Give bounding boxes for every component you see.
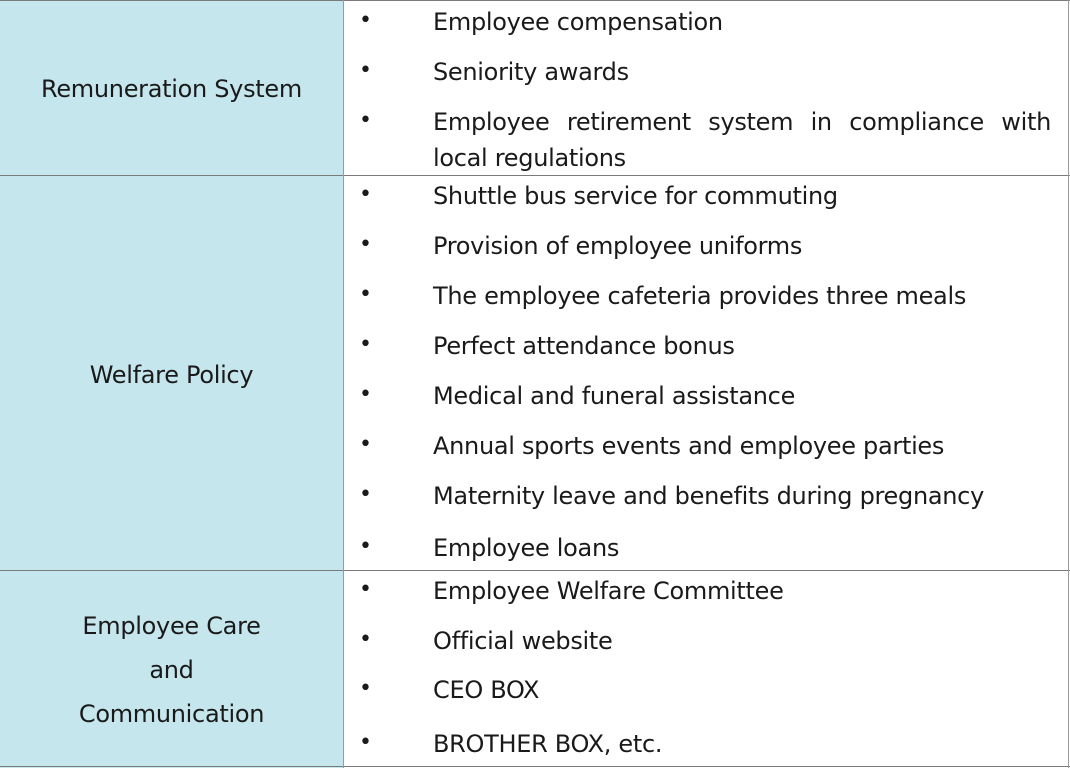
category-label: Remuneration System bbox=[41, 75, 302, 103]
category-cell bbox=[0, 176, 343, 570]
category-label: and bbox=[149, 656, 194, 684]
bullet-icon: • bbox=[359, 58, 372, 83]
bullet-icon: • bbox=[359, 332, 372, 357]
table-border-bottom bbox=[0, 766, 1070, 767]
bullet-icon: • bbox=[359, 627, 372, 652]
item-text: Annual sports events and employee parties bbox=[433, 432, 945, 460]
bullet-icon: • bbox=[359, 482, 372, 507]
column-divider bbox=[343, 0, 344, 768]
bullet-icon: • bbox=[359, 676, 372, 701]
category-cell bbox=[0, 571, 343, 768]
row-divider bbox=[0, 175, 1070, 176]
bullet-icon: • bbox=[359, 730, 372, 755]
bullet-icon: • bbox=[359, 432, 372, 457]
bullet-icon: • bbox=[359, 8, 372, 33]
items-cell bbox=[344, 0, 1070, 175]
category-label: Welfare Policy bbox=[89, 361, 254, 389]
item-text: Employee loans bbox=[433, 534, 620, 562]
bullet-icon: • bbox=[359, 232, 372, 257]
table-row bbox=[0, 0, 1070, 175]
items-cell bbox=[344, 571, 1070, 768]
category-label: Communication bbox=[78, 700, 265, 728]
row-divider bbox=[0, 570, 1070, 571]
item-text: Provision of employee uniforms bbox=[433, 232, 803, 260]
item-text: Medical and funeral assistance bbox=[433, 382, 796, 410]
item-text: Perfect attendance bonus bbox=[433, 332, 735, 360]
item-text: The employee cafeteria provides three meals bbox=[433, 282, 967, 310]
bullet-icon: • bbox=[359, 108, 372, 133]
item-text: Employee compensation bbox=[433, 8, 723, 36]
table-row bbox=[0, 571, 1070, 768]
category-cell bbox=[0, 0, 343, 175]
item-text: Shuttle bus service for commuting bbox=[433, 182, 838, 210]
category-label: Employee Care bbox=[82, 612, 261, 640]
item-text: BROTHER BOX, etc. bbox=[433, 730, 663, 758]
item-text: Official website bbox=[433, 627, 613, 655]
items-cell bbox=[344, 176, 1070, 570]
item-text: CEO BOX bbox=[433, 676, 540, 704]
table-border-top bbox=[0, 0, 1070, 1]
table-border-right bbox=[1068, 0, 1069, 768]
item-text: Maternity leave and benefits during pregnancy bbox=[433, 482, 984, 510]
bullet-icon: • bbox=[359, 534, 372, 559]
bullet-icon: • bbox=[359, 382, 372, 407]
bullet-icon: • bbox=[359, 282, 372, 307]
bullet-icon: • bbox=[359, 577, 372, 602]
bullet-icon: • bbox=[359, 182, 372, 207]
item-text: Employee retirement system in compliance with local regulations bbox=[433, 108, 1051, 172]
item-text: Employee Welfare Committee bbox=[433, 577, 784, 605]
table-row bbox=[0, 176, 1070, 570]
item-text: Seniority awards bbox=[433, 58, 629, 86]
